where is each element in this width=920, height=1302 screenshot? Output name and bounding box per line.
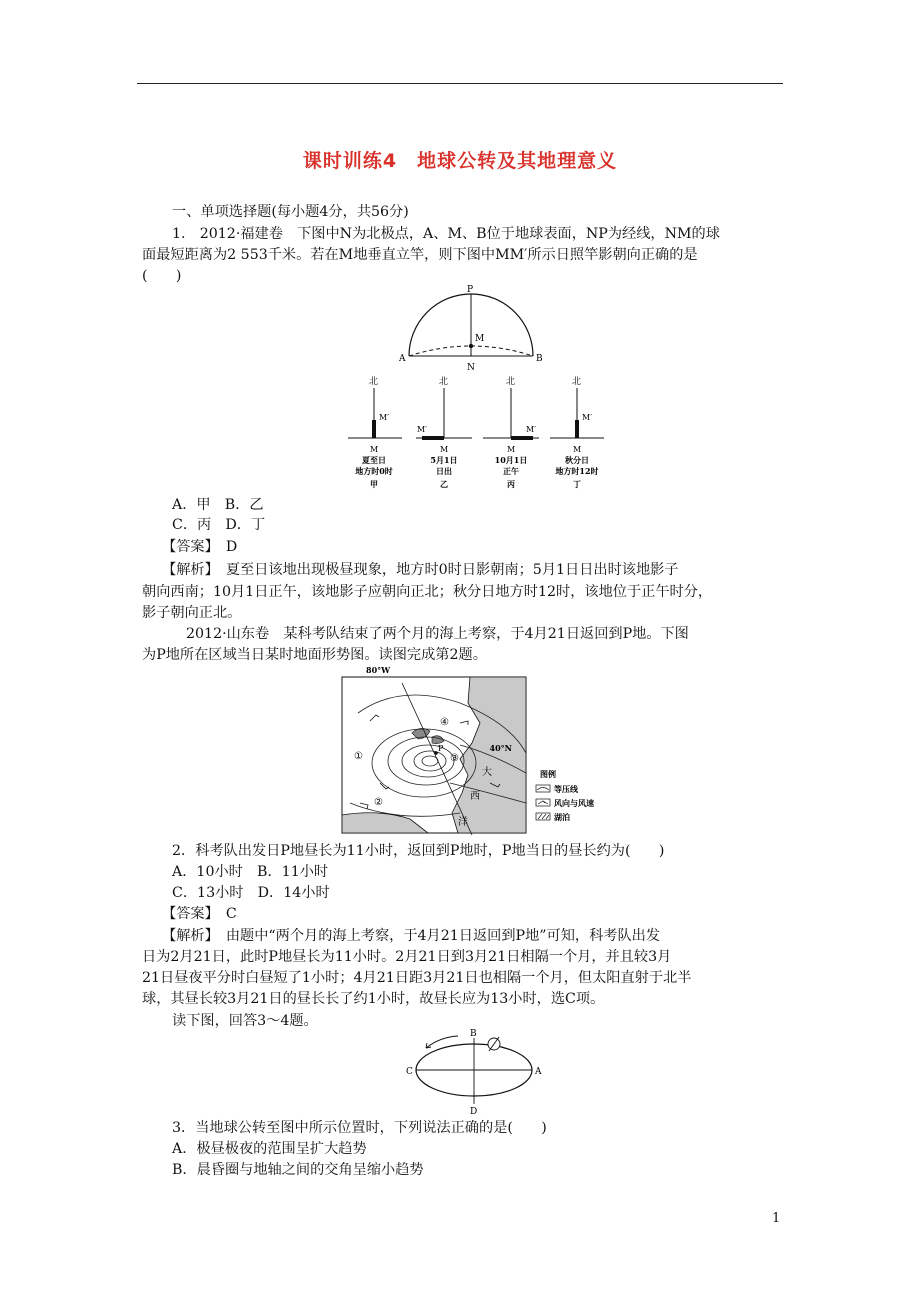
- panel-jia: [348, 375, 402, 489]
- q1-options-ab: A．甲 B．乙: [172, 497, 264, 513]
- page-number: 1: [772, 1211, 781, 1226]
- q3-stem: 3．当地球公转至图中所示位置时，下列说法正确的是( ): [172, 1120, 547, 1136]
- svg-text:正午: 正午: [503, 466, 519, 476]
- map-point-p: P: [438, 744, 444, 753]
- svg-text:北: 北: [506, 377, 516, 387]
- svg-text:地方时12时: 地方时12时: [555, 466, 599, 476]
- q2-options-cd: C．13小时 D．14小时: [172, 885, 330, 901]
- map-longitude: 80°W: [366, 665, 391, 675]
- q1-explanation-line3: 影子朝向正北。: [142, 605, 242, 621]
- svg-text:夏至日: 夏至日: [362, 455, 386, 465]
- orbit-label-c: C: [406, 1067, 413, 1077]
- q2-weather-map: [340, 663, 620, 837]
- svg-text:丁: 丁: [573, 479, 581, 489]
- section-heading: 一、单项选择题(每小题4分，共56分): [172, 204, 409, 220]
- map-label-3: ③: [450, 753, 459, 764]
- svg-text:5月1日: 5月1日: [430, 455, 458, 465]
- q2-options-ab: A．10小时 B．11小时: [172, 864, 329, 880]
- q2-answer: 【答案】 C: [162, 906, 237, 922]
- legend-title: 图例: [540, 769, 556, 779]
- map-latitude: 40°N: [489, 743, 512, 753]
- label-m: M: [475, 334, 485, 344]
- label-a: A: [399, 354, 406, 364]
- svg-text:秋分日: 秋分日: [565, 455, 589, 465]
- legend-lake: 湖泊: [554, 812, 570, 822]
- panel-ding: [550, 375, 604, 489]
- label-b: B: [536, 354, 543, 364]
- orbit-label-a: A: [535, 1067, 542, 1077]
- q1-shadow-panels: [340, 370, 620, 495]
- map-label-4: ④: [440, 717, 449, 728]
- svg-text:甲: 甲: [370, 479, 378, 489]
- q1-explanation-line2: 朝向西南；10月1日正午，该地影子应朝向正北；秋分日地方时12时，该地位于正午时分，: [142, 584, 713, 600]
- svg-text:M: M: [440, 445, 449, 454]
- map-label-1: ①: [354, 751, 363, 762]
- svg-text:M: M: [573, 445, 582, 454]
- q2-explanation-line4: 球，其昼长较3月21日的昼长长了约1小时，故昼长应为13小时，选C项。: [142, 991, 605, 1007]
- svg-text:M′: M′: [526, 425, 537, 434]
- q2-explanation-line2: 日为2月21日，此时P地昼长为11小时。2月21日到3月21日相隔一个月，并且较3月: [142, 949, 672, 965]
- q1-explanation-line1: 【解析】 夏至日该地出现极昼现象，地方时0时日影朝南；5月1日日出时该地影子: [162, 562, 679, 578]
- svg-text:丙: 丙: [507, 479, 515, 489]
- q1-answer: 【答案】 D: [162, 539, 238, 555]
- svg-text:M: M: [507, 445, 516, 454]
- q1-stem-line1: 1. 2012·福建卷 下图中N为北极点，A、M、B位于地球表面，NP为经线，NM的球: [172, 226, 720, 242]
- svg-text:日出: 日出: [436, 466, 452, 476]
- label-n: N: [467, 363, 475, 373]
- map-label-2: ②: [374, 797, 383, 808]
- q3-option-b: B．晨昏圈与地轴之间的交角呈缩小趋势: [172, 1162, 424, 1178]
- q2-explanation-line3: 21日昼夜平分时白昼短了1小时；4月21日距3月21日也相隔一个月，但太阳直射于北半: [142, 970, 692, 986]
- svg-text:10月1日: 10月1日: [494, 455, 528, 465]
- svg-text:M′: M′: [379, 413, 390, 422]
- q1-stem-line2: 面最短距离为2 553千米。若在M地垂直立竿，则下图中MM′所示日照竿影朝向正确的是: [142, 247, 698, 263]
- svg-text:地方时0时: 地方时0时: [355, 466, 393, 476]
- page-title: 课时训练4 地球公转及其地理意义: [302, 150, 618, 172]
- svg-text:M: M: [370, 445, 379, 454]
- q2-stem: 2．科考队出发日P地昼长为11小时，返回到P地时，P地当日的昼长约为( ): [172, 843, 665, 859]
- q1-semicircle-figure: [395, 283, 555, 375]
- svg-text:北: 北: [369, 377, 379, 387]
- q3-option-a: A．极昼极夜的范围呈扩大趋势: [172, 1141, 367, 1157]
- header-rule: [137, 83, 783, 84]
- map-ocean-char-1: 大: [482, 767, 492, 778]
- q2-explanation-line1: 【解析】 由题中“两个月的海上考察，于4月21日返回到P地”可知，科考队出发: [162, 928, 661, 944]
- svg-text:M′: M′: [417, 425, 428, 434]
- svg-text:M′: M′: [582, 413, 593, 422]
- intro3: 读下图，回答3～4题。: [172, 1013, 318, 1029]
- map-ocean-char-3: 洋: [458, 817, 468, 828]
- panel-yi: [416, 375, 472, 489]
- q3-orbit-figure: [400, 1028, 550, 1116]
- label-p: P: [467, 285, 474, 295]
- orbit-label-d: D: [470, 1107, 478, 1116]
- map-ocean-char-2: 西: [470, 791, 480, 802]
- panel-bing: [483, 375, 539, 489]
- legend-wind: 风向与风速: [554, 798, 594, 808]
- legend-isobar: 等压线: [554, 784, 578, 794]
- intro2-line1: 2012·山东卷 某科考队结束了两个月的海上考察，于4月21日返回到P地。下图: [186, 626, 689, 642]
- intro2-line2: 为P地所在区域当日某时地面形势图。读图完成第2题。: [142, 647, 487, 663]
- orbit-label-b: B: [470, 1029, 477, 1039]
- q1-options-cd: C．丙 D．丁: [172, 517, 266, 533]
- q1-stem-line3: ( ): [142, 268, 182, 284]
- svg-text:北: 北: [572, 377, 582, 387]
- svg-text:北: 北: [439, 377, 449, 387]
- svg-text:乙: 乙: [440, 479, 448, 489]
